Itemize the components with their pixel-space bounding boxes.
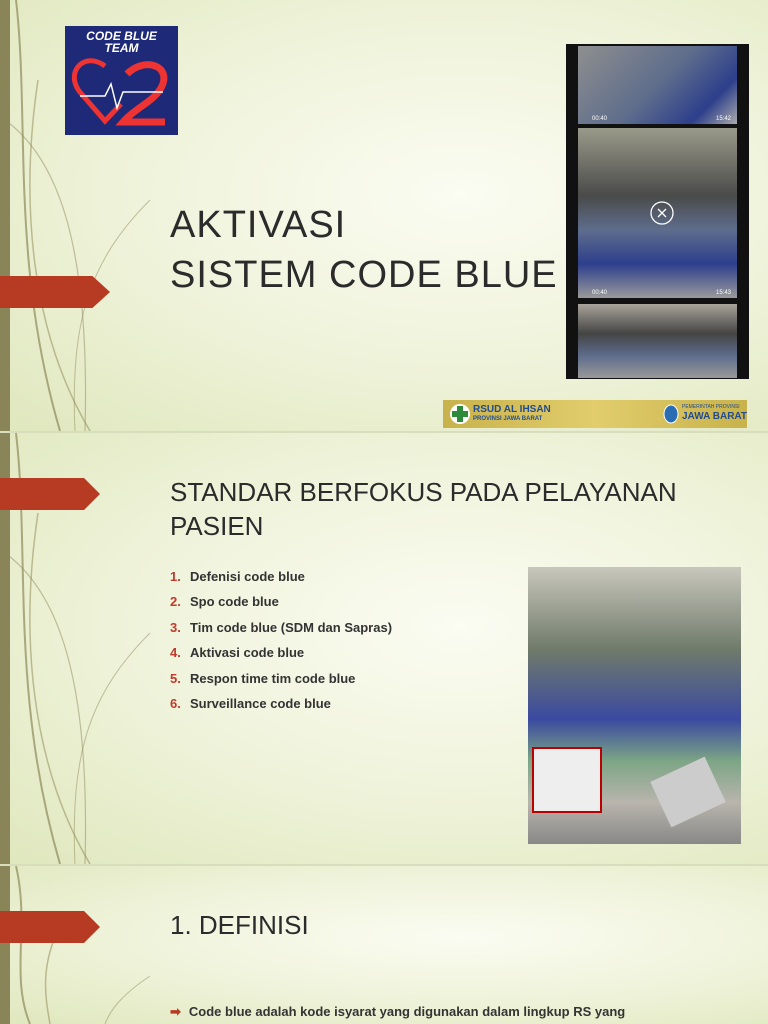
list-item: 3. Tim code blue (SDM dan Sapras) bbox=[170, 619, 393, 635]
banner-hospital-name: RSUD AL IHSAN bbox=[473, 404, 551, 415]
hospital-cross-icon bbox=[447, 401, 473, 427]
heart-icon bbox=[65, 26, 178, 135]
cpr-training-photo bbox=[528, 567, 741, 844]
definition-text: Code blue adalah kode isyarat yang digunakan dalam lingkup RS yang bbox=[188, 1004, 626, 1019]
video-frame-1 bbox=[578, 46, 737, 124]
slide2-title: STANDAR BERFOKUS PADA PELAYANAN PASIEN bbox=[170, 477, 677, 541]
frame2-right-time: 15:43 bbox=[715, 290, 731, 296]
banner-province-name: JAWA BARAT bbox=[682, 411, 747, 422]
definition-bullet bbox=[170, 1004, 625, 1020]
slide-3 bbox=[0, 866, 768, 1024]
list-item: 1. Defenisi code blue bbox=[170, 569, 305, 584]
list-item: 6. Surveillance code blue bbox=[170, 695, 331, 711]
swirl-decoration bbox=[0, 866, 200, 1024]
frame1-right-time: 15:42 bbox=[715, 116, 731, 122]
banner-hospital-province: PROVINSI JAWA BARAT bbox=[473, 416, 543, 422]
video-frame-2 bbox=[578, 128, 737, 298]
logo-line2: TEAM bbox=[104, 41, 139, 55]
video-filmstrip bbox=[566, 44, 749, 379]
title-line1: AKTIVASI bbox=[170, 204, 347, 246]
title-line2: SISTEM CODE BLUE bbox=[170, 254, 558, 296]
slide-arrow-marker bbox=[0, 478, 100, 510]
logo-line1: CODE BLUE bbox=[86, 29, 157, 43]
list-item: 2. Spo code blue bbox=[170, 594, 279, 610]
medical-bag bbox=[532, 747, 602, 813]
province-emblem-icon bbox=[663, 404, 679, 424]
code-blue-team-logo bbox=[65, 26, 178, 135]
play-icon[interactable] bbox=[578, 128, 737, 298]
arrow-bullet-icon: ➡ bbox=[170, 1004, 181, 1019]
list-item: 5. Respon time tim code blue bbox=[170, 670, 356, 686]
banner-gov-label: PEMERINTAH PROVINSI bbox=[682, 404, 740, 410]
slide1-title bbox=[170, 200, 558, 300]
slide-1 bbox=[0, 0, 768, 431]
slide-2 bbox=[0, 433, 768, 864]
frame1-left-time: 00:40 bbox=[592, 116, 608, 122]
slide-arrow-marker bbox=[0, 276, 110, 308]
slide-arrow-marker bbox=[0, 911, 100, 943]
list-item: 4. Aktivasi code blue bbox=[170, 645, 305, 661]
hospital-banner bbox=[443, 400, 747, 428]
topic-list bbox=[170, 569, 392, 721]
defibrillator-device bbox=[650, 757, 726, 828]
slide3-title: 1. DEFINISI bbox=[170, 910, 309, 940]
video-frame-3 bbox=[578, 304, 737, 378]
frame2-left-time: 00:40 bbox=[592, 290, 608, 296]
